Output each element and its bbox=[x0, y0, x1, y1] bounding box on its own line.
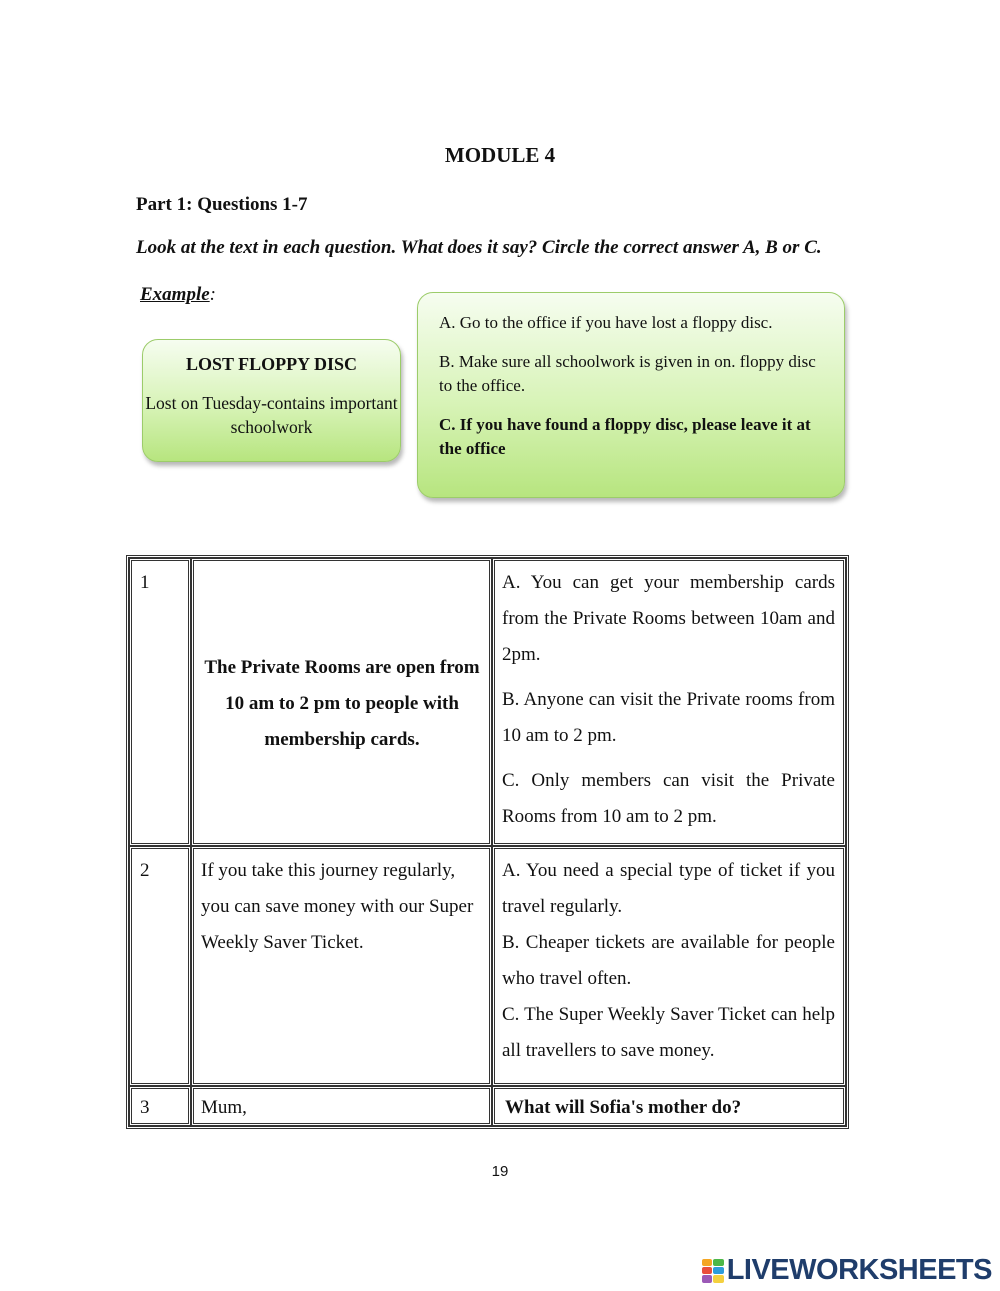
option-c[interactable]: C. Only members can visit the Private Rooms from 10 am to 2 pm. bbox=[502, 770, 835, 827]
question-prompt: What will Sofia's mother do? bbox=[492, 1086, 846, 1126]
question-stimulus: If you take this journey regularly, you can save money with our Super Weekly Saver Ticket. bbox=[191, 846, 492, 1086]
example-colon: : bbox=[209, 284, 216, 305]
example-option-c: C. If you have found a floppy disc, please leave it at the office bbox=[439, 415, 811, 458]
liveworksheets-logo-icon bbox=[702, 1259, 724, 1283]
questions-table bbox=[126, 555, 849, 1129]
brand-name: LIVEWORKSHEETS bbox=[726, 1254, 992, 1286]
option-c[interactable]: C. The Super Weekly Saver Ticket can help all travellers to save money. bbox=[502, 1004, 835, 1061]
instruction-text: Look at the text in each question. What does it say? Circle the correct answer A, B or C. bbox=[136, 237, 822, 258]
option-b[interactable]: B. Cheaper tickets are available for people who travel often. bbox=[502, 932, 835, 989]
question-row-2 bbox=[129, 846, 846, 1086]
page-number: 19 bbox=[491, 1163, 509, 1180]
example-options-box bbox=[417, 292, 845, 498]
question-number: 2 bbox=[129, 846, 191, 1086]
example-notice-box bbox=[142, 339, 401, 462]
question-options-cell bbox=[492, 846, 846, 1086]
example-label bbox=[140, 284, 216, 306]
example-notice-title: LOST FLOPPY DISC bbox=[185, 354, 358, 374]
part-heading: Part 1: Questions 1-7 bbox=[136, 194, 308, 215]
question-row-3 bbox=[129, 1086, 846, 1126]
question-stimulus: Mum, bbox=[191, 1086, 492, 1126]
example-option-b: B. Make sure all schoolwork is given in on. floppy disc to the office. bbox=[439, 352, 816, 395]
option-a[interactable]: A. You need a special type of ticket if you travel regularly. bbox=[502, 860, 835, 917]
brand-logo bbox=[702, 1254, 992, 1287]
question-stimulus-cell bbox=[191, 558, 492, 846]
example-label-text: Example bbox=[140, 284, 210, 305]
option-b[interactable]: B. Anyone can visit the Private rooms from 10 am to 2 pm. bbox=[502, 689, 835, 746]
question-row-1 bbox=[129, 558, 846, 846]
example-option-a: A. Go to the office if you have lost a floppy disc. bbox=[439, 313, 773, 332]
question-stimulus: The Private Rooms are open from 10 am to 2 pm to people with membership cards. bbox=[204, 657, 480, 750]
example-notice-body: Lost on Tuesday-contains important schoolwork bbox=[145, 393, 398, 437]
question-number: 1 bbox=[129, 558, 191, 846]
question-number: 3 bbox=[129, 1086, 191, 1126]
option-a[interactable]: A. You can get your membership cards from the Private Rooms between 10am and 2pm. bbox=[502, 572, 835, 665]
module-title: MODULE 4 bbox=[444, 143, 556, 167]
question-options-cell bbox=[492, 558, 846, 846]
